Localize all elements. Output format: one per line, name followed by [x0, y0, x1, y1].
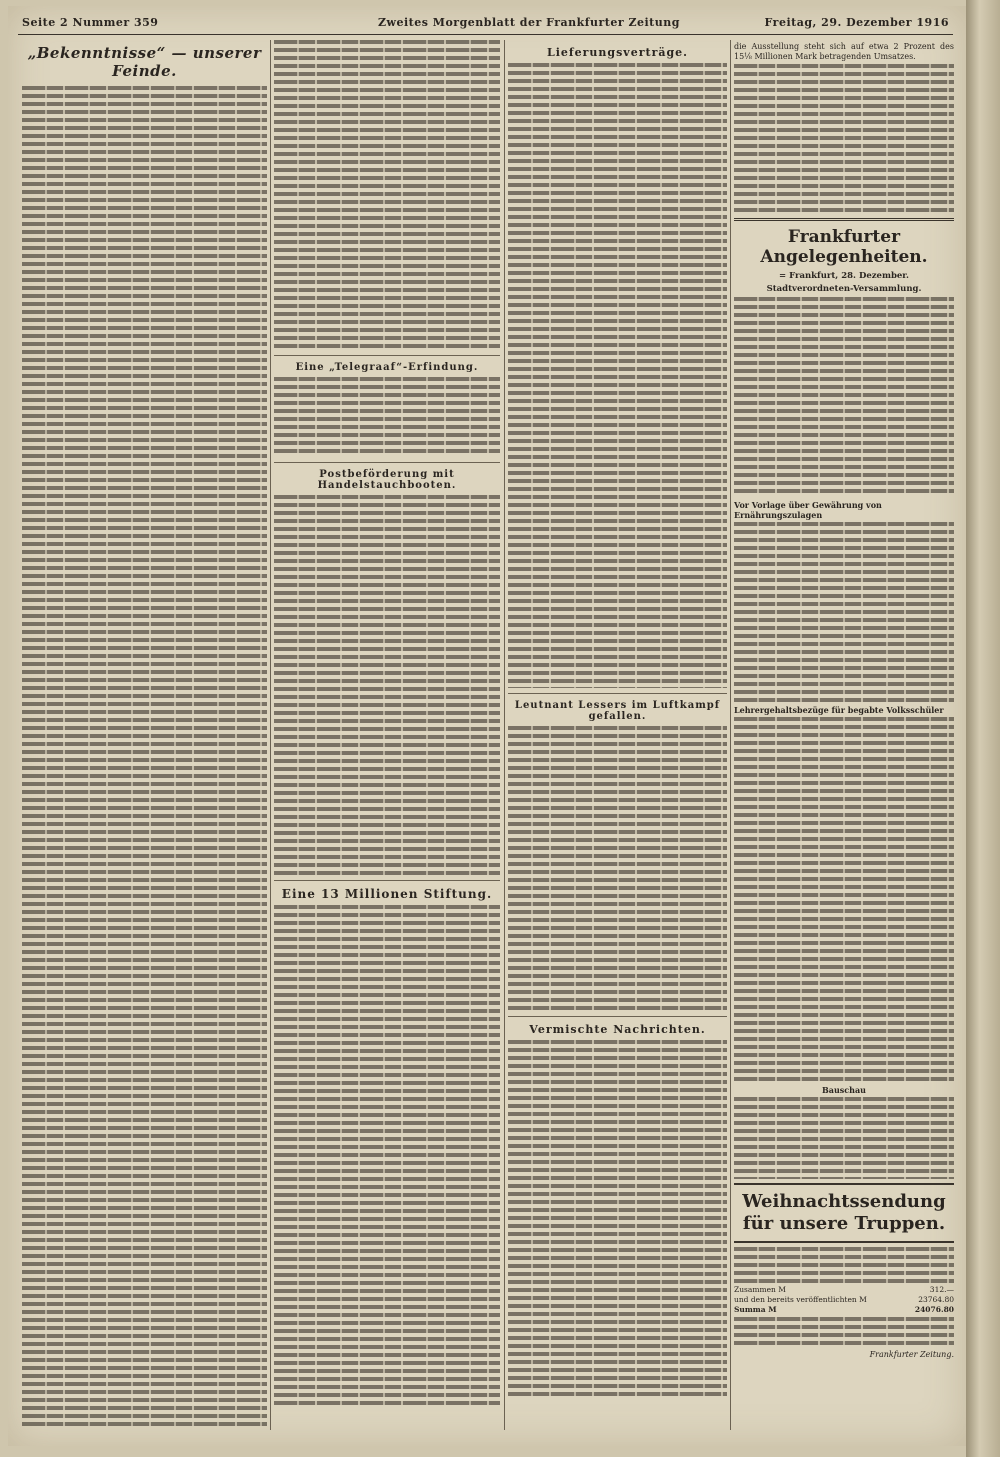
article-body-text — [734, 297, 954, 497]
article-body-text — [508, 726, 727, 1011]
section-rule — [508, 693, 727, 694]
article-headline: Leutnant Lessers im Luftkampf gefallen. — [514, 700, 721, 722]
article-body-text — [734, 1097, 954, 1179]
article-body-text — [734, 64, 954, 212]
section-headline: Frankfurter Angelegenheiten. — [760, 227, 928, 267]
article-body-text — [734, 717, 954, 1082]
article-body-text — [734, 522, 954, 702]
appeal-headline: Weihnachtssendung für unsere Truppen. — [734, 1183, 954, 1243]
article-headline: Postbeförderung mit Handelstauchbooten. — [317, 469, 457, 491]
article-body-text — [274, 495, 500, 875]
section-rule — [274, 355, 500, 356]
total-row — [734, 1295, 954, 1305]
header-rule — [18, 34, 953, 35]
dateline: = Frankfurt, 28. Dezember. — [779, 271, 909, 281]
section-rule — [274, 880, 500, 881]
signature: Frankfurter Zeitung. — [869, 1350, 954, 1359]
article-body-text — [734, 1317, 954, 1347]
total-label: und den bereits veröffentlichten M — [734, 1295, 867, 1304]
column-rule — [504, 40, 505, 1430]
total-value: 24076.80 — [914, 1305, 954, 1314]
continued-text: die Ausstellung steht sich auf etwa 2 Prozent des 15⅛ Millionen Mark betragenden Umsatzes. — [734, 42, 954, 61]
article-headline: Eine 13 Millionen Stiftung. — [281, 887, 493, 901]
article-headline: Eine „Telegraaf“-Erfindung. — [295, 362, 479, 373]
total-value: 312.— — [929, 1285, 954, 1294]
section-rule — [508, 1016, 727, 1017]
item-heading: Bauschau — [822, 1085, 866, 1095]
total-row — [734, 1285, 954, 1295]
paper-title: Zweites Morgenblatt der Frankfurter Zeitung — [378, 16, 680, 29]
article-headline: Stadtverordneten-Versammlung. — [766, 284, 922, 294]
column-1 — [22, 40, 267, 1430]
page-header — [18, 14, 953, 34]
total-label: Zusammen M — [734, 1285, 786, 1294]
column-rule — [730, 40, 731, 1430]
article-body-text — [274, 905, 500, 1405]
binding-edge — [966, 0, 1000, 1457]
item-heading: Vor Vorlage über Gewährung von Ernährungszulagen — [734, 500, 882, 520]
article-body-text — [274, 377, 500, 457]
section-rule — [734, 218, 954, 221]
article-headline: „Bekenntnisse“ — unserer Feinde. — [27, 44, 262, 80]
page-number: Seite 2 Nummer 359 — [22, 16, 159, 29]
total-value: 23764.80 — [918, 1295, 954, 1304]
column-4 — [734, 40, 954, 1430]
column-3 — [508, 40, 727, 1430]
column-rule — [270, 40, 271, 1430]
item-heading: Lehrergehaltsbezüge für begabte Volksschüler — [734, 705, 944, 715]
article-body-text — [508, 1040, 727, 1400]
donor-list-text — [734, 1247, 954, 1283]
article-headline: Vermischte Nachrichten. — [529, 1023, 706, 1036]
issue-date: Freitag, 29. Dezember 1916 — [764, 16, 949, 29]
column-2 — [274, 40, 500, 1430]
article-body-text — [508, 63, 727, 688]
section-rule — [274, 462, 500, 463]
article-body-text — [274, 40, 500, 350]
article-headline: Lieferungsverträge. — [546, 46, 689, 59]
article-body-text — [22, 86, 267, 1430]
donation-totals — [734, 1285, 954, 1315]
total-row — [734, 1305, 954, 1315]
total-label: Summa M — [734, 1305, 777, 1314]
